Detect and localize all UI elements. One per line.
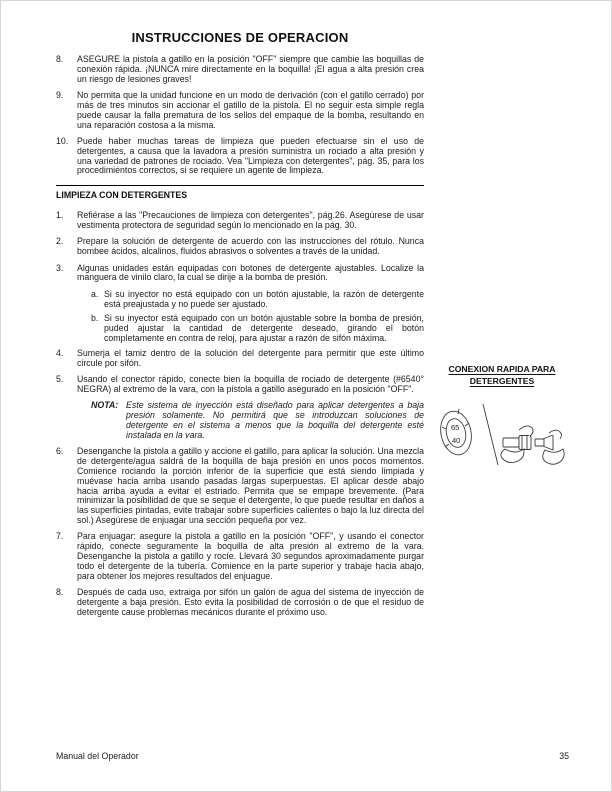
subitem-letter: a. xyxy=(91,288,99,299)
subitem-text: Si su inyector no está equipado con un botón ajustable, la razón de detergente está preajustada y no puede ser ajustado. xyxy=(104,288,424,309)
item-number: 1. xyxy=(56,210,64,221)
item-text: Prepare la solución de detergente de acuerdo con las instrucciones del rótulo. Nunca bombee ácidos, alcalinos, fluidos abrasivos o solventes a través de la unidad. xyxy=(77,236,424,257)
item-number: 9. xyxy=(56,90,64,101)
item-number: 3. xyxy=(56,262,64,273)
item-text: Usando el conector rápido, conecte bien la boquilla de rociado de detergente (#6540° NEGRA) al extremo de la vara, con la pistola a gatillo asegurado en la posición "OFF". xyxy=(77,374,424,394)
item-text: ASEGURE la pistola a gatillo en la posición "OFF" siempre que cambie las boquillas de conexión rápida. ¡NUNCA mire directamente en la boquilla! ¡El agua a alta presión crea un riesgo de lesiones graves! xyxy=(77,54,424,84)
item-text: Sumerja el tamiz dentro de la solución del detergente para permitir que este último circule por sifón. xyxy=(77,347,424,368)
note-block xyxy=(91,401,424,440)
item-number: 5. xyxy=(56,374,64,385)
list-item xyxy=(56,375,424,395)
quick-connect-illustration xyxy=(431,397,573,487)
main-content xyxy=(56,55,424,624)
list-item xyxy=(56,237,424,257)
list-item xyxy=(56,588,424,618)
item-number: 6. xyxy=(56,446,64,457)
list-item xyxy=(56,55,424,85)
page-number: 35 xyxy=(559,751,569,762)
section-heading: LIMPIEZA CON DETERGENTES xyxy=(56,190,188,201)
item-text: Después de cada uso, extraiga por sifón un galón de agua del sistema de inyección de detergente a baja presión. Esto evita la posibilidad de corrosión o de que el residuo de detergente cause problemas mecánicos durante el próximo uso. xyxy=(77,587,424,617)
hands-coupling xyxy=(501,426,564,464)
subitem-letter: b. xyxy=(91,313,99,324)
dial-value-bottom: 40 xyxy=(452,436,461,446)
list-item xyxy=(56,532,424,581)
item-text: Algunas unidades están equipadas con botones de detergente ajustables. Localize la manguera de vinilo claro, la cual se dirije a la bomba de presión. xyxy=(77,262,424,283)
item-number: 10. xyxy=(56,135,69,146)
section-divider xyxy=(56,185,424,186)
subitem-text: Si su inyector está equipado con un botón ajustable sobre la bomba de presión, puded ajustar la cantidad de detergente deseado, girando el botón completamente en contra de reloj, para ajustar a razón de sifón máxima. xyxy=(104,313,424,344)
page-title: INSTRUCCIONES DE OPERACION xyxy=(131,30,349,45)
item-text: Desenganche la pistola a gatillo y accione el gatillo, para aplicar la solución. Una mezcla de detergente/agua saldrá de la boquilla de baja presión en unos pocos momentos. Comience rociando la porción inferior de la superficie que está siendo limpiada y muévase hacia arriba usando pasadas largas superpuestas. El aplicar desde abajo hacia arriba ayuda a evitar el estriado. Permita que se empape brevemente. (Para minimizar la posibilidad de que se seque el detergente, lo que puede resultar en daños a las superficies pintadas, evite trabajar sobre superficies calientes o bajo la luz directa del sol.) Asegúrese de enjuagar una sección pequeña por vez. xyxy=(77,446,424,526)
item-text: Para enjuagar: asegure la pistola a gatillo en la posición "OFF", y usando el conector rápido, conecte seguramente la boquilla de alta presión al extremo de la vara. Desenganche la pistola a gatillo y rocíe. Llevará 30 segundos aproximadamente purgar todo el detergente de la tubería. Comience en la parte superior y trabaje hacia abajo, para obtener los mejores resultados del enjuague. xyxy=(77,531,424,581)
item-number: 2. xyxy=(56,236,64,247)
list-item xyxy=(56,349,424,369)
nozzle-dial xyxy=(437,408,475,457)
sidebar-heading: CONEXION RAPIDA PARA DETERGENTES xyxy=(448,364,556,387)
item-number: 8. xyxy=(56,54,64,64)
item-number: 7. xyxy=(56,531,64,542)
dial-value-top: 65 xyxy=(451,423,460,433)
item-text: No permita que la unidad funcione en un modo de derivación (con el gatillo cerrado) por más de tres minutos sin accionar el gatillo de la pistola. El no seguir esta simple regla puede causar la falla prematura de los sellos del empaque de la bomba, resultando en una reparación costosa a la misma. xyxy=(77,90,424,130)
list-subitem xyxy=(91,314,424,344)
list-item xyxy=(56,211,424,231)
list-item xyxy=(56,264,424,284)
note-text: Este sistema de inyección está diseñado para aplicar detergentes a baja presión solamente. No permitirá que se introduzcan soluciones de detergente en el sistema a menos que la boquilla del detergente esté instalada en la vara. xyxy=(126,400,424,440)
note-label: NOTA: xyxy=(91,400,119,411)
footer-text: Manual del Operador xyxy=(56,751,139,762)
wand-line xyxy=(483,404,498,465)
item-number: 8. xyxy=(56,587,64,598)
sidebar xyxy=(429,363,575,487)
list-item xyxy=(56,447,424,526)
item-text: Puede haber muchas tareas de limpieza que pueden efectuarse sin el uso de detergentes, a causa que la lavadora a presión suministra un rociado a alta presión y una variedad de patrones de rociado. Vea "Limpieza con detergentes", pág. 35, para los procedimientos correctos, si se requiere un agente de limpieza. xyxy=(77,135,424,176)
list-item xyxy=(56,91,424,130)
item-number: 4. xyxy=(56,347,64,358)
right-hand xyxy=(543,449,564,464)
left-hand xyxy=(501,449,524,463)
page-footer xyxy=(56,752,569,762)
list-item xyxy=(56,137,424,176)
item-text: Refiérase a las "Precauciones de limpieza con detergentes", pág.26. Asegúrese de usar vestimenta protectora de seguridad según lo mencionado en la pág. 30. xyxy=(77,210,424,230)
list-subitem xyxy=(91,290,424,310)
